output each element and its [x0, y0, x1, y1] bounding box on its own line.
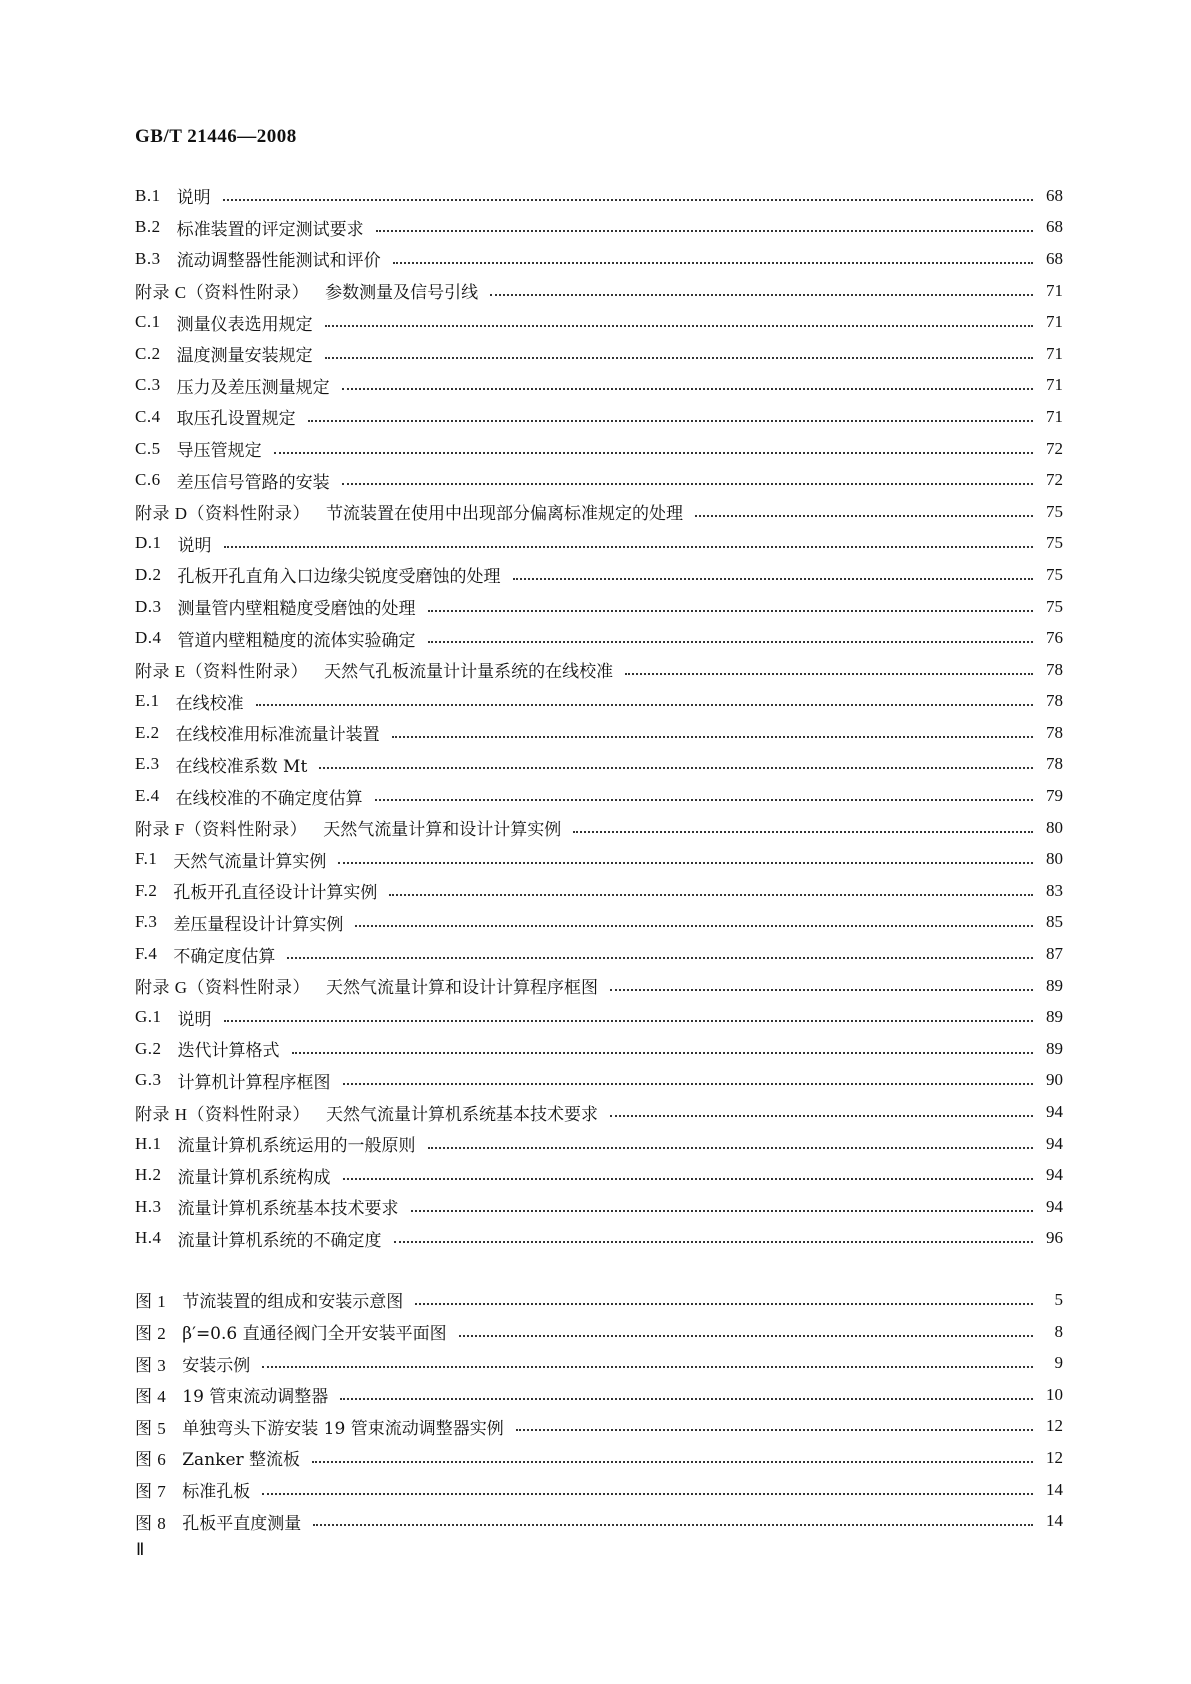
toc-entry-page: 75: [1046, 533, 1063, 553]
dot-leader: [313, 1524, 1033, 1526]
dot-leader: [340, 1398, 1033, 1400]
dot-leader: [256, 704, 1033, 706]
toc-entry-page: 12: [1046, 1416, 1063, 1436]
toc-entry-number: C.1: [135, 312, 161, 332]
dot-leader: [428, 1147, 1033, 1149]
toc-entry-number: F.4: [135, 944, 158, 964]
dot-leader: [287, 957, 1033, 959]
toc-entry-page: 68: [1046, 185, 1063, 205]
toc-entry-page: 80: [1046, 817, 1063, 837]
toc-entry-page: 8: [1054, 1321, 1063, 1341]
toc-entry-title: 天然气流量计算机系统基本技术要求: [326, 1104, 599, 1125]
toc-entry-page: 10: [1046, 1384, 1063, 1404]
toc-entry-page: 94: [1046, 1165, 1063, 1185]
dot-leader: [342, 483, 1033, 485]
toc-entry-number: 图 5: [135, 1418, 167, 1438]
toc-entry-title: 单独弯头下游安装 19 管束流动调整器实例: [182, 1418, 504, 1439]
toc-entry-number: E.2: [135, 722, 160, 742]
dot-leader: [262, 1366, 1033, 1368]
toc-entry-number: F.2: [135, 880, 158, 900]
dot-leader: [695, 515, 1033, 517]
toc-section-entry[interactable]: [135, 1065, 1063, 1097]
toc-entry-title: 流动调整器性能测试和评价: [176, 251, 381, 272]
toc-section-entry[interactable]: [135, 622, 1063, 654]
toc-entry-number: H.4: [135, 1228, 162, 1248]
toc-entry-number: 图 4: [135, 1387, 167, 1407]
toc-entry-title: 温度测量安装规定: [176, 346, 313, 367]
toc-entry-page: 89: [1046, 975, 1063, 995]
toc-entry-page: 75: [1046, 501, 1063, 521]
toc-entry-number: D.2: [135, 564, 162, 584]
toc-entry-page: 78: [1046, 722, 1063, 742]
toc-section-entry[interactable]: [135, 812, 1063, 844]
toc-entry-number: D.3: [135, 596, 162, 616]
toc-section-entry[interactable]: [135, 496, 1063, 528]
dot-leader: [610, 989, 1033, 991]
toc-entry-number: C.3: [135, 375, 161, 395]
toc-entry-number: F.1: [135, 849, 158, 869]
toc-entry-title: 说明: [177, 535, 212, 556]
toc-section-entry[interactable]: [135, 686, 1063, 718]
toc-entry-page: 75: [1046, 564, 1063, 584]
dot-leader: [325, 357, 1033, 359]
toc-entry-number: E.1: [135, 691, 160, 711]
toc-entry-title: 在线校准: [175, 693, 244, 714]
toc-entry-page: 94: [1046, 1196, 1063, 1216]
toc-figure-entry[interactable]: [135, 1505, 1063, 1537]
dot-leader: [274, 452, 1033, 454]
toc-entry-title: 流量计算机系统运用的一般原则: [177, 1136, 416, 1157]
dot-leader: [355, 925, 1033, 927]
table-of-contents: [135, 180, 1063, 1537]
toc-entry-page: 14: [1046, 1511, 1063, 1531]
toc-entry-title: 说明: [176, 188, 211, 209]
toc-figure-entry[interactable]: [135, 1411, 1063, 1443]
toc-entry-page: 94: [1046, 1133, 1063, 1153]
toc-entry-page: 79: [1046, 786, 1063, 806]
toc-entry-number: 附录 E（资料性附录）: [135, 662, 309, 682]
toc-section-entry[interactable]: [135, 1001, 1063, 1033]
toc-entry-page: 75: [1046, 596, 1063, 616]
toc-entry-title: β′=0.6 直通径阀门全开安装平面图: [182, 1324, 447, 1345]
toc-entry-page: 71: [1046, 312, 1063, 332]
toc-section-entry[interactable]: [135, 938, 1063, 970]
toc-entry-title: 孔板开孔直径设计计算实例: [173, 883, 378, 904]
toc-entry-page: 71: [1046, 343, 1063, 363]
toc-entry-title: 说明: [177, 1009, 212, 1030]
toc-entry-number: 附录 D（资料性附录）: [135, 504, 311, 524]
toc-entry-number: D.1: [135, 533, 162, 553]
dot-leader: [516, 1429, 1033, 1431]
toc-entry-title: 节流装置的组成和安装示意图: [182, 1292, 404, 1313]
dot-leader: [610, 1115, 1033, 1117]
toc-entry-title: 孔板开孔直角入口边缘尖锐度受磨蚀的处理: [177, 567, 501, 588]
toc-entry-title: 差压量程设计计算实例: [173, 914, 344, 935]
toc-section-entry[interactable]: [135, 464, 1063, 496]
toc-section-entry[interactable]: [135, 212, 1063, 244]
toc-entry-page: 14: [1046, 1479, 1063, 1499]
toc-figures: [135, 1284, 1063, 1537]
toc-section-entry[interactable]: [135, 1223, 1063, 1255]
dot-leader: [376, 230, 1033, 232]
toc-entry-number: F.3: [135, 912, 158, 932]
toc-entry-number: 图 2: [135, 1324, 167, 1344]
toc-entry-title: 流量计算机系统的不确定度: [177, 1230, 382, 1251]
toc-entry-title: 流量计算机系统构成: [177, 1167, 331, 1188]
dot-leader: [415, 1303, 1033, 1305]
toc-entry-title: 在线校准用标准流量计装置: [175, 725, 380, 746]
toc-figure-entry[interactable]: [135, 1316, 1063, 1348]
toc-entry-page: 9: [1054, 1353, 1063, 1373]
toc-entry-number: G.2: [135, 1038, 162, 1058]
page-number: Ⅱ: [136, 1540, 145, 1559]
toc-entry-number: 图 8: [135, 1513, 167, 1533]
toc-entry-title: 测量管内壁粗糙度受磨蚀的处理: [177, 599, 416, 620]
toc-section-entry[interactable]: [135, 180, 1063, 212]
dot-leader: [375, 799, 1033, 801]
dot-leader: [343, 1178, 1033, 1180]
toc-entry-title: 在线校准的不确定度估算: [175, 788, 363, 809]
toc-entry-title: 标准孔板: [182, 1482, 251, 1503]
toc-section-entry[interactable]: [135, 591, 1063, 623]
toc-entry-title: 参数测量及信号引线: [325, 283, 479, 304]
toc-entry-number: 图 7: [135, 1482, 167, 1502]
toc-section-entry[interactable]: [135, 243, 1063, 275]
toc-entry-number: H.3: [135, 1196, 162, 1216]
toc-entry-page: 94: [1046, 1102, 1063, 1122]
toc-entry-number: B.1: [135, 185, 161, 205]
toc-entry-page: 89: [1046, 1038, 1063, 1058]
dot-leader: [308, 420, 1033, 422]
toc-entry-number: D.4: [135, 628, 162, 648]
toc-entry-number: B.3: [135, 248, 161, 268]
toc-entry-title: 压力及差压测量规定: [176, 377, 330, 398]
toc-section-entry[interactable]: [135, 717, 1063, 749]
toc-sections: [135, 180, 1063, 1254]
dot-leader: [224, 1020, 1033, 1022]
toc-entry-title: 19 管束流动调整器: [182, 1387, 329, 1408]
dot-leader: [573, 831, 1033, 833]
toc-section-entry[interactable]: [135, 370, 1063, 402]
toc-entry-page: 78: [1046, 659, 1063, 679]
toc-entry-title: 取压孔设置规定: [176, 409, 296, 430]
toc-entry-title: 天然气流量计算和设计计算程序框图: [326, 978, 599, 999]
toc-entry-number: 图 1: [135, 1292, 167, 1312]
toc-entry-number: C.2: [135, 343, 161, 363]
dot-leader: [428, 610, 1033, 612]
toc-section-entry[interactable]: [135, 1128, 1063, 1160]
toc-entry-number: G.3: [135, 1070, 162, 1090]
toc-entry-page: 76: [1046, 628, 1063, 648]
toc-section-entry[interactable]: [135, 306, 1063, 338]
dot-leader: [224, 546, 1033, 548]
toc-entry-number: H.2: [135, 1165, 162, 1185]
toc-entry-number: 附录 C（资料性附录）: [135, 283, 310, 303]
dot-leader: [513, 578, 1033, 580]
toc-entry-page: 68: [1046, 217, 1063, 237]
toc-entry-title: 天然气流量计算实例: [173, 851, 327, 872]
toc-section-entry[interactable]: [135, 970, 1063, 1002]
toc-entry-page: 5: [1054, 1289, 1063, 1309]
toc-section-entry[interactable]: [135, 401, 1063, 433]
toc-section-entry[interactable]: [135, 433, 1063, 465]
toc-entry-page: 83: [1046, 880, 1063, 900]
toc-section-entry[interactable]: [135, 528, 1063, 560]
toc-entry-title: 管道内壁粗糙度的流体实验确定: [177, 630, 416, 651]
toc-entry-number: C.4: [135, 406, 161, 426]
dot-leader: [223, 199, 1033, 201]
toc-entry-page: 72: [1046, 438, 1063, 458]
toc-entry-number: C.5: [135, 438, 161, 458]
toc-entry-title: 测量仪表选用规定: [176, 314, 313, 335]
toc-entry-number: E.4: [135, 786, 160, 806]
toc-section-entry[interactable]: [135, 875, 1063, 907]
toc-entry-page: 72: [1046, 470, 1063, 490]
toc-section-entry[interactable]: [135, 843, 1063, 875]
toc-entry-title: Zanker 整流板: [182, 1450, 301, 1471]
toc-entry-title: 天然气流量计算和设计计算实例: [323, 820, 562, 841]
dot-leader: [490, 294, 1033, 296]
toc-figure-entry[interactable]: [135, 1474, 1063, 1506]
toc-entry-title: 差压信号管路的安装: [176, 472, 330, 493]
dot-leader: [325, 325, 1033, 327]
dot-leader: [292, 1052, 1033, 1054]
dot-leader: [625, 673, 1033, 675]
toc-figure-entry[interactable]: [135, 1347, 1063, 1379]
toc-entry-title: 流量计算机系统基本技术要求: [177, 1199, 399, 1220]
toc-entry-title: 在线校准系数 Mt: [175, 756, 308, 777]
toc-entry-number: H.1: [135, 1133, 162, 1153]
toc-entry-page: 71: [1046, 375, 1063, 395]
dot-leader: [459, 1335, 1033, 1337]
toc-section-entry[interactable]: [135, 559, 1063, 591]
toc-section-entry[interactable]: [135, 275, 1063, 307]
dot-leader: [342, 388, 1033, 390]
document-id-header: GB/T 21446—2008: [135, 126, 297, 147]
toc-entry-title: 迭代计算格式: [177, 1041, 280, 1062]
toc-entry-number: 图 3: [135, 1355, 167, 1375]
toc-entry-title: 不确定度估算: [173, 946, 276, 967]
dot-leader: [389, 894, 1033, 896]
toc-entry-page: 96: [1046, 1228, 1063, 1248]
toc-entry-page: 71: [1046, 280, 1063, 300]
toc-section-entry[interactable]: [135, 907, 1063, 939]
toc-entry-number: 附录 G（资料性附录）: [135, 978, 311, 998]
toc-entry-number: B.2: [135, 217, 161, 237]
toc-entry-title: 安装示例: [182, 1355, 251, 1376]
toc-section-entry[interactable]: [135, 780, 1063, 812]
toc-figure-entry[interactable]: [135, 1379, 1063, 1411]
toc-entry-number: G.1: [135, 1007, 162, 1027]
toc-entry-title: 计算机计算程序框图: [177, 1072, 331, 1093]
toc-gap: [135, 1254, 1063, 1284]
toc-section-entry[interactable]: [135, 1191, 1063, 1223]
toc-section-entry[interactable]: [135, 1096, 1063, 1128]
dot-leader: [343, 1083, 1033, 1085]
toc-entry-page: 68: [1046, 248, 1063, 268]
dot-leader: [319, 767, 1033, 769]
toc-entry-title: 天然气孔板流量计计量系统的在线校准: [324, 662, 614, 683]
toc-entry-title: 孔板平直度测量: [182, 1513, 302, 1534]
dot-leader: [393, 262, 1033, 264]
toc-entry-title: 导压管规定: [176, 441, 262, 462]
toc-entry-title: 节流装置在使用中出现部分偏离标准规定的处理: [326, 504, 684, 525]
toc-entry-number: 附录 F（资料性附录）: [135, 820, 308, 840]
toc-section-entry[interactable]: [135, 749, 1063, 781]
toc-section-entry[interactable]: [135, 654, 1063, 686]
dot-leader: [394, 1241, 1033, 1243]
toc-entry-number: 附录 H（资料性附录）: [135, 1104, 311, 1124]
toc-entry-number: E.3: [135, 754, 160, 774]
toc-section-entry[interactable]: [135, 338, 1063, 370]
toc-entry-title: 标准装置的评定测试要求: [176, 219, 364, 240]
dot-leader: [312, 1461, 1033, 1463]
dot-leader: [262, 1493, 1033, 1495]
dot-leader: [338, 862, 1033, 864]
toc-figure-entry[interactable]: [135, 1442, 1063, 1474]
toc-figure-entry[interactable]: [135, 1284, 1063, 1316]
dot-leader: [411, 1210, 1033, 1212]
toc-entry-number: C.6: [135, 470, 161, 490]
dot-leader: [392, 736, 1033, 738]
toc-section-entry[interactable]: [135, 1033, 1063, 1065]
toc-entry-page: 90: [1046, 1070, 1063, 1090]
toc-entry-page: 12: [1046, 1447, 1063, 1467]
toc-entry-number: 图 6: [135, 1450, 167, 1470]
toc-entry-page: 71: [1046, 406, 1063, 426]
toc-entry-page: 85: [1046, 912, 1063, 932]
toc-section-entry[interactable]: [135, 1159, 1063, 1191]
toc-entry-page: 87: [1046, 944, 1063, 964]
dot-leader: [428, 641, 1033, 643]
toc-entry-page: 78: [1046, 754, 1063, 774]
toc-entry-page: 80: [1046, 849, 1063, 869]
toc-entry-page: 89: [1046, 1007, 1063, 1027]
toc-entry-page: 78: [1046, 691, 1063, 711]
